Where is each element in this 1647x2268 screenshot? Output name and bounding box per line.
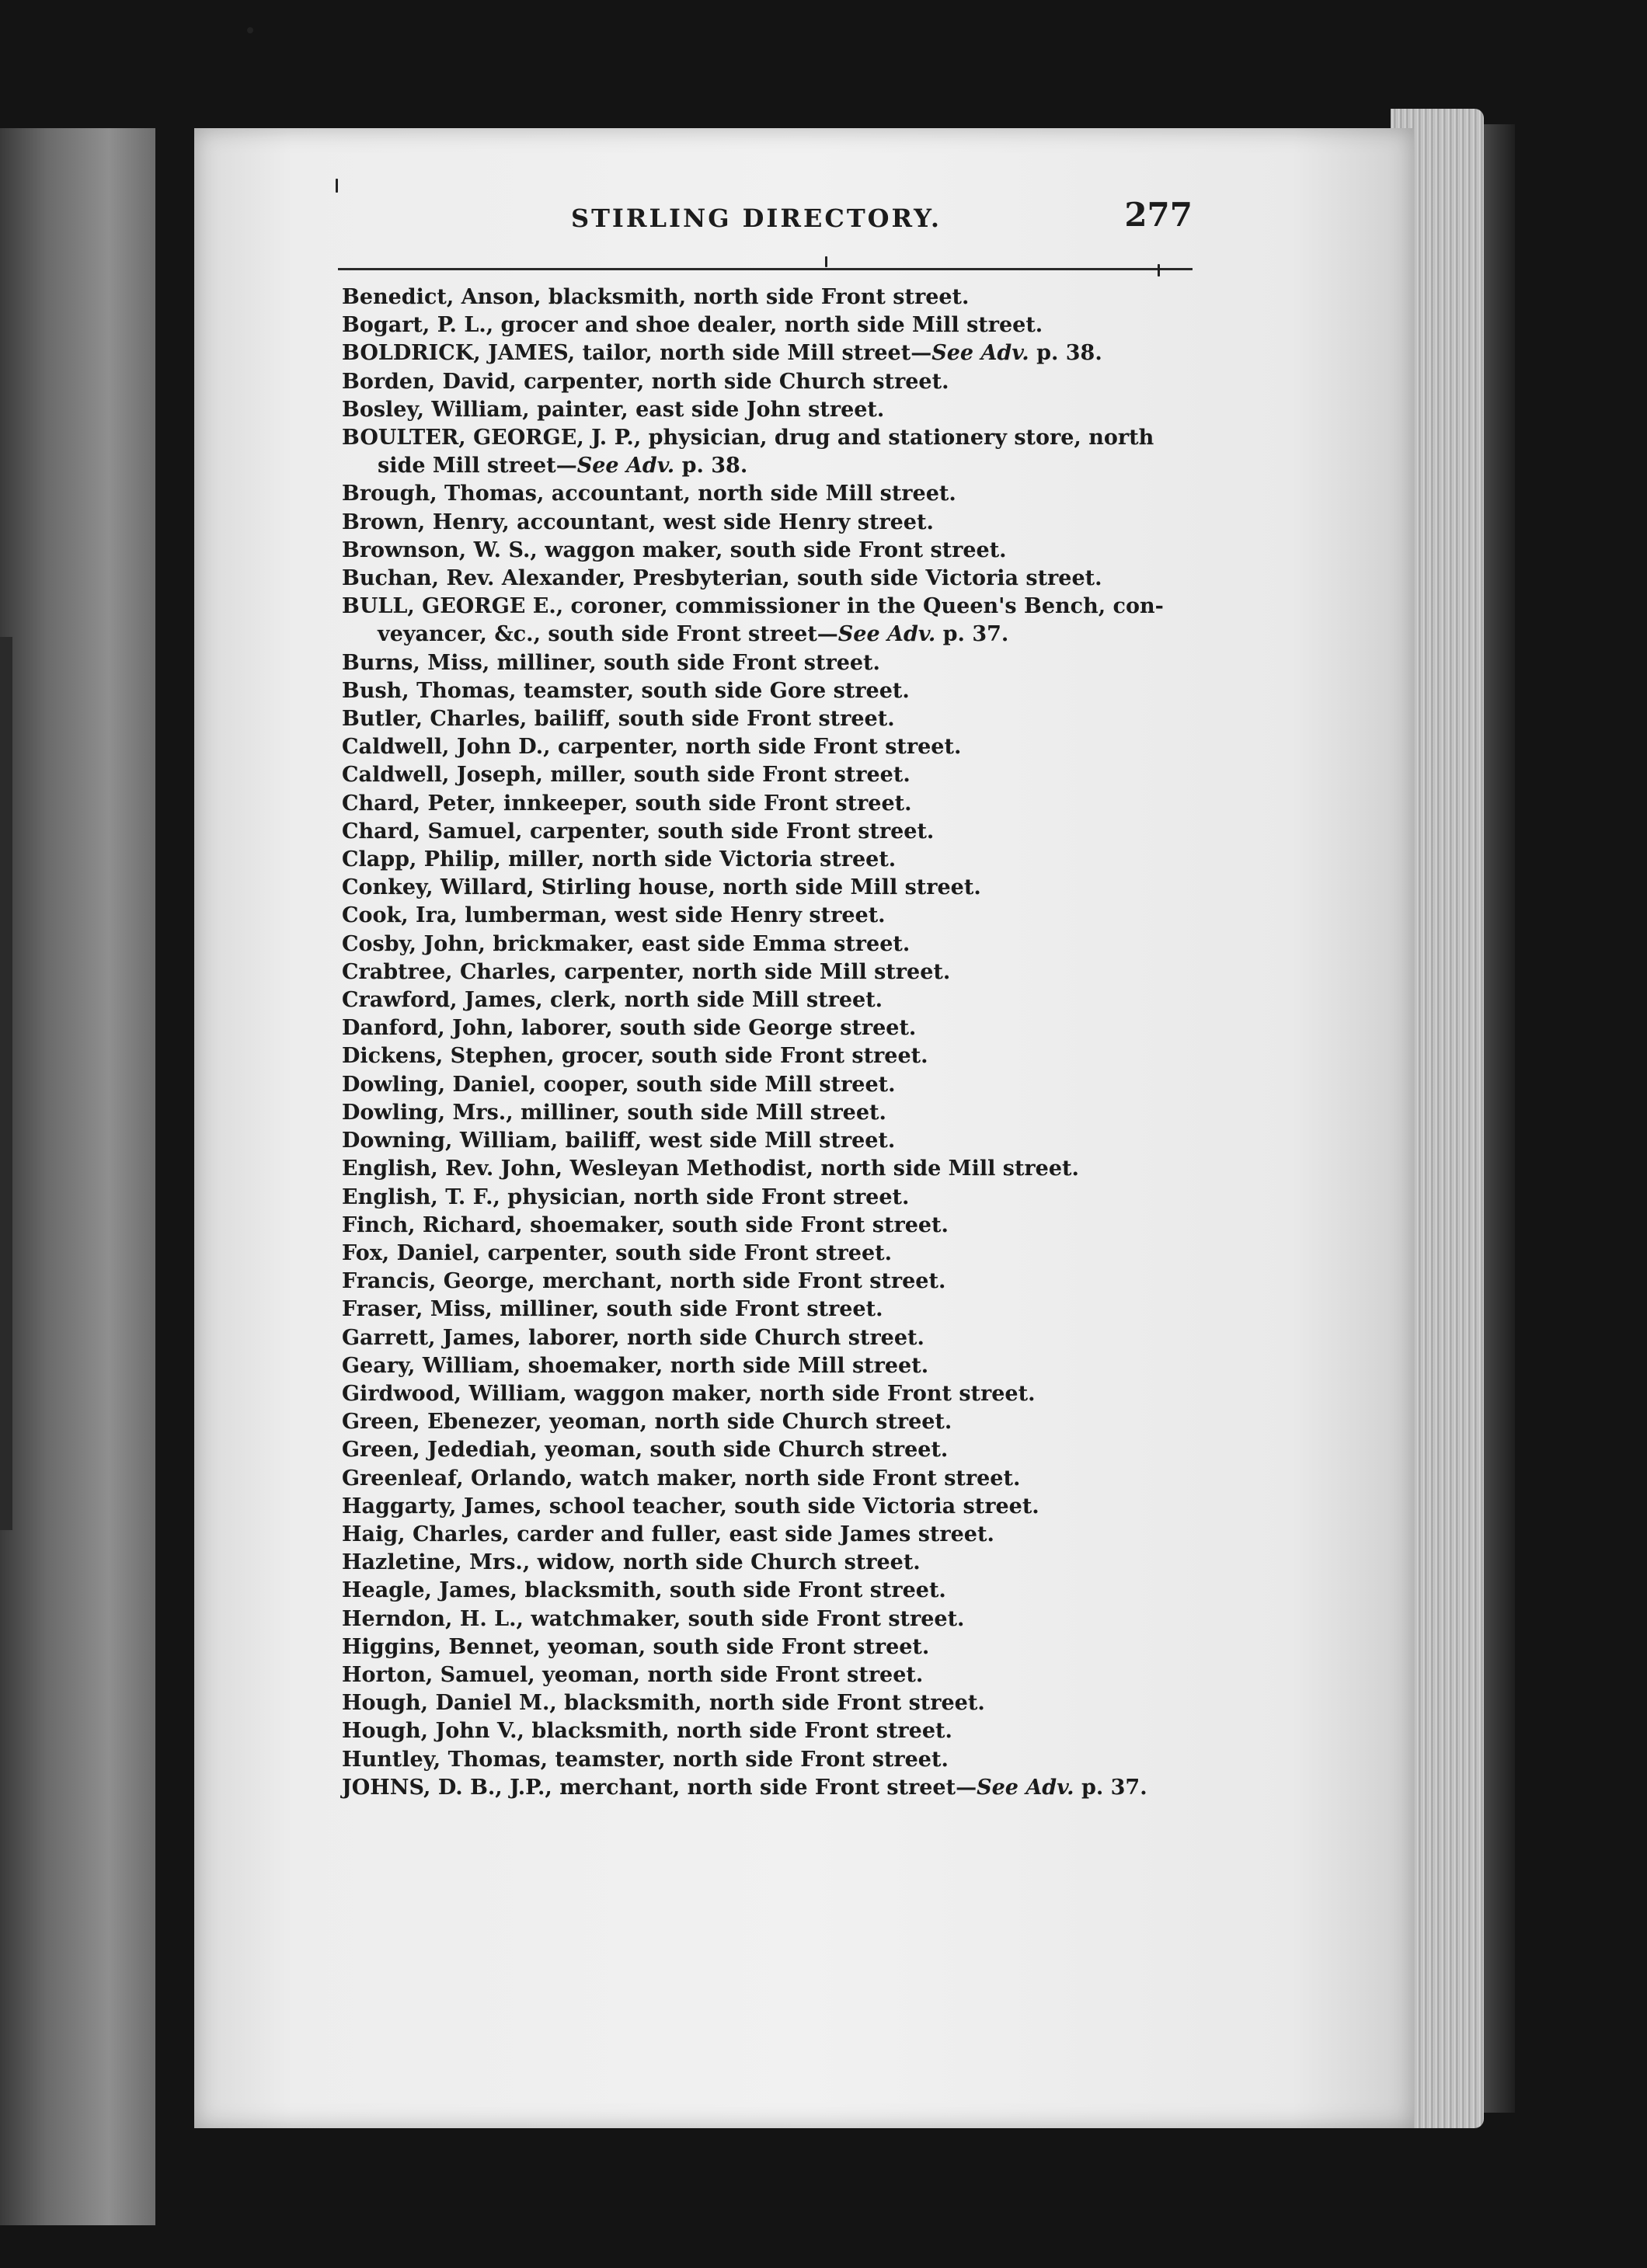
entry-adv-page: p. 38.	[674, 454, 748, 478]
entry-adv-ref: See Adv.	[576, 454, 675, 478]
directory-entry	[342, 1155, 1212, 1183]
entry-text: Heagle, James, blacksmith, south side Front street.	[342, 1578, 946, 1603]
entry-adv-page: p. 38.	[1029, 341, 1102, 366]
directory-entry	[342, 1717, 1212, 1745]
entry-text: Haggarty, James, school teacher, south side Victoria street.	[342, 1494, 1039, 1518]
directory-entry	[342, 537, 1212, 565]
entry-text: Hough, John V., blacksmith, north side Front street.	[342, 1719, 952, 1744]
directory-entry	[342, 1268, 1212, 1296]
entry-adv-ref: See Adv.	[837, 622, 936, 647]
entry-text: Conkey, Willard, Stirling house, north side Mill street.	[342, 875, 981, 900]
print-speck	[336, 179, 338, 193]
facing-page-shadow	[0, 637, 12, 1530]
directory-entry	[342, 761, 1212, 789]
entry-text: Dickens, Stephen, grocer, south side Front street.	[342, 1044, 928, 1069]
entry-text: Hazletine, Mrs., widow, north side Church street.	[342, 1550, 921, 1575]
directory-entry	[342, 958, 1212, 986]
entry-text: Haig, Charles, carder and fuller, east side James street.	[342, 1522, 994, 1546]
running-head	[392, 196, 1193, 250]
directory-entry	[342, 874, 1212, 902]
directory-entry	[342, 1774, 1212, 1802]
entry-text: Brough, Thomas, accountant, north side Mill street.	[342, 482, 956, 506]
directory-entry	[342, 1240, 1212, 1268]
entry-adv-page: p. 37.	[1074, 1775, 1147, 1800]
directory-entry	[342, 1352, 1212, 1380]
entry-text: Borden, David, carpenter, north side Church street.	[342, 369, 949, 394]
directory-entry	[342, 846, 1212, 874]
entry-adv-ref: See Adv.	[931, 341, 1029, 366]
entry-text: Finch, Richard, shoemaker, south side Front street.	[342, 1212, 949, 1237]
print-speck	[247, 27, 253, 33]
entry-text: Danford, John, laborer, south side George street.	[342, 1016, 917, 1041]
entry-text: Cosby, John, brickmaker, east side Emma street.	[342, 931, 911, 956]
directory-entry	[342, 1549, 1212, 1577]
entry-adv-ref: See Adv.	[977, 1775, 1074, 1800]
directory-entry	[342, 1099, 1212, 1127]
entry-text: Green, Ebenezer, yeoman, north side Church street.	[342, 1410, 952, 1435]
directory-entry	[342, 1689, 1212, 1717]
entry-text: Bogart, P. L., grocer and shoe dealer, north side Mill street.	[342, 313, 1043, 338]
directory-entry	[342, 818, 1212, 846]
directory-entry	[342, 1746, 1212, 1774]
directory-entry	[342, 1465, 1212, 1493]
entry-text: JOHNS, D. B., J.P., merchant, north side Front street—	[342, 1775, 977, 1800]
entry-text: Huntley, Thomas, teamster, north side Front street.	[342, 1747, 949, 1772]
entry-text: Fox, Daniel, carpenter, south side Front street.	[342, 1240, 892, 1265]
directory-entry	[342, 1071, 1212, 1099]
facing-page-left	[0, 128, 155, 2225]
directory-entry	[342, 593, 1212, 649]
entry-adv-page: p. 37.	[935, 622, 1009, 647]
directory-entry	[342, 1633, 1212, 1661]
entry-text: BOLDRICK, JAMES, tailor, north side Mill street—	[342, 341, 932, 366]
entry-text: Bush, Thomas, teamster, south side Gore street.	[342, 678, 910, 703]
entry-text: Downing, William, bailiff, west side Mill street.	[342, 1129, 896, 1153]
directory-entry	[342, 1408, 1212, 1436]
entry-text: Chard, Peter, innkeeper, south side Front street.	[342, 791, 912, 816]
directory-entry	[342, 1605, 1212, 1633]
directory-entry	[342, 1296, 1212, 1324]
entry-text: Geary, William, shoemaker, north side Mill street.	[342, 1353, 929, 1378]
directory-entry	[342, 677, 1212, 705]
entry-text: English, Rev. John, Wesleyan Methodist, north side Mill street.	[342, 1157, 1079, 1181]
entry-text: Brown, Henry, accountant, west side Henry street.	[342, 510, 934, 534]
directory-entry	[342, 284, 1212, 311]
entry-text: Brownson, W. S., waggon maker, south side Front street.	[342, 537, 1007, 562]
entry-text: Dowling, Daniel, cooper, south side Mill street.	[342, 1072, 896, 1097]
directory-entry	[342, 368, 1212, 396]
entry-text: Caldwell, Joseph, miller, south side Front street.	[342, 763, 911, 788]
page-title: STIRLING DIRECTORY.	[571, 203, 942, 233]
entry-text: English, T. F., physician, north side Front street.	[342, 1184, 910, 1209]
directory-entry	[342, 902, 1212, 930]
directory-entry	[342, 649, 1212, 677]
print-speck	[1158, 264, 1160, 277]
entry-text: Girdwood, William, waggon maker, north side Front street.	[342, 1381, 1036, 1406]
entry-text: Garrett, James, laborer, north side Church street.	[342, 1325, 924, 1350]
entry-text: Chard, Samuel, carpenter, south side Front street.	[342, 819, 935, 844]
print-speck	[825, 256, 827, 267]
entry-text: Benedict, Anson, blacksmith, north side Front street.	[342, 285, 970, 309]
entry-text: Crabtree, Charles, carpenter, north side Mill street.	[342, 959, 951, 984]
directory-entry	[342, 1212, 1212, 1240]
directory-entry	[342, 1493, 1212, 1521]
entry-text: Hough, Daniel M., blacksmith, north side Front street.	[342, 1691, 985, 1716]
header-rule	[338, 268, 1193, 270]
directory-entry	[342, 1324, 1212, 1352]
entry-text: Caldwell, John D., carpenter, north side Front street.	[342, 735, 962, 760]
entry-text: BOULTER, GEORGE, J. P., physician, drug and stationery store, north	[342, 426, 1154, 450]
entry-text: Fraser, Miss, milliner, south side Front street.	[342, 1297, 883, 1322]
directory-entry	[342, 1184, 1212, 1212]
directory-entry	[342, 424, 1212, 480]
entry-text: Bosley, William, painter, east side John street.	[342, 397, 885, 422]
entry-text: Horton, Samuel, yeoman, north side Front street.	[342, 1662, 924, 1687]
directory-entry	[342, 733, 1212, 761]
entry-text: Higgins, Bennet, yeoman, south side Front street.	[342, 1634, 930, 1659]
directory-entry	[342, 790, 1212, 818]
entry-continuation-text: side Mill street—	[378, 454, 577, 478]
entry-text: Herndon, H. L., watchmaker, south side Front street.	[342, 1606, 965, 1631]
entry-continuation	[342, 621, 1212, 649]
directory-entry	[342, 705, 1212, 733]
entry-text: Dowling, Mrs., milliner, south side Mill street.	[342, 1100, 886, 1125]
directory-entry	[342, 986, 1212, 1014]
entry-continuation-text: veyancer, &c., south side Front street—	[378, 622, 838, 647]
entry-text: Burns, Miss, milliner, south side Front street.	[342, 650, 880, 675]
directory-entry	[342, 1014, 1212, 1042]
directory-entry	[342, 1042, 1212, 1070]
directory-entry	[342, 339, 1212, 367]
entry-text: Cook, Ira, lumberman, west side Henry street.	[342, 903, 886, 928]
entry-text: Green, Jedediah, yeoman, south side Church street.	[342, 1438, 949, 1463]
entry-text: Butler, Charles, bailiff, south side Front street.	[342, 707, 895, 732]
entry-text: Greenleaf, Orlando, watch maker, north side Front street.	[342, 1466, 1021, 1491]
entry-text: Crawford, James, clerk, north side Mill street.	[342, 988, 883, 1013]
entry-text: Clapp, Philip, miller, north side Victoria street.	[342, 847, 897, 872]
directory-entry	[342, 509, 1212, 537]
directory-entry	[342, 1661, 1212, 1689]
directory-entry	[342, 1436, 1212, 1464]
entry-text: Buchan, Rev. Alexander, Presbyterian, south side Victoria street.	[342, 566, 1102, 591]
directory-entry	[342, 480, 1212, 508]
directory-entry	[342, 565, 1212, 593]
page-number: 277	[1124, 196, 1193, 234]
entry-continuation	[342, 452, 1212, 480]
entry-text: Francis, George, merchant, north side Front street.	[342, 1269, 946, 1294]
directory-entry	[342, 311, 1212, 339]
directory-entry	[342, 1521, 1212, 1549]
directory-entry	[342, 1380, 1212, 1408]
directory-entries	[342, 284, 1212, 1802]
directory-entry	[342, 1577, 1212, 1605]
directory-entry	[342, 396, 1212, 424]
directory-entry	[342, 1127, 1212, 1155]
directory-entry	[342, 931, 1212, 958]
entry-text: BULL, GEORGE E., coroner, commissioner in the Queen's Bench, con-	[342, 594, 1164, 619]
